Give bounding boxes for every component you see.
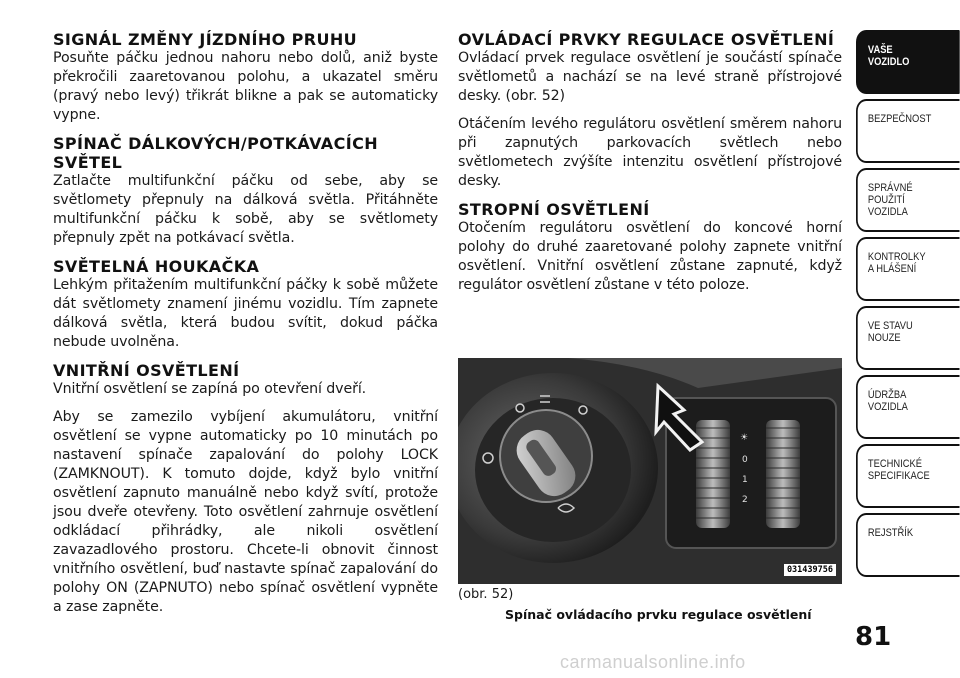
- tab-vase-vozidlo[interactable]: VAŠE VOZIDLO: [856, 30, 960, 94]
- tab-udrzba[interactable]: ÚDRŽBA VOZIDLA: [856, 375, 960, 439]
- page-number: 81: [855, 622, 892, 652]
- section-paragraph: Posuňte páčku jednou nahoru nebo dolů, aniž byste překročili zaaretovanou polohu, a ukazatel směru (pravý nebo levý) třikrát blikne a pak se automaticky vypne.: [53, 50, 438, 123]
- section-paragraph: Zatlačte multifunkční páčku od sebe, aby se světlomety přepnuly na dálková světla. Přitáhněte multifunkční páčku k sobě, aby se světlomety přepnuly zpět na potkávací světla.: [53, 173, 438, 246]
- tab-bezpecnost[interactable]: BEZPEČNOST: [856, 99, 960, 163]
- left-column: [53, 30, 438, 626]
- tab-rejstrik[interactable]: REJSTŘÍK: [856, 513, 960, 577]
- section-heading: SIGNÁL ZMĚNY JÍZDNÍHO PRUHU: [53, 30, 358, 49]
- section-flash-to-pass: [53, 257, 438, 352]
- figure-code: 031439756: [784, 564, 836, 576]
- figure-label: (obr. 52): [458, 587, 514, 602]
- svg-text:1: 1: [742, 475, 748, 485]
- section-heading: STROPNÍ OSVĚTLENÍ: [458, 200, 650, 219]
- svg-text:0: 0: [742, 455, 748, 465]
- headlamp-switch-photo: [458, 358, 842, 584]
- section-paragraph: Lehkým přitažením multifunkční páčky k sobě můžete dát světlomety znamení jinému vozidlu. Tím zapnete dálková světla, která budou svítit, dokud páčka nebude uvolněna.: [53, 277, 438, 350]
- section-paragraph: Vnitřní osvětlení se zapíná po otevření dveří.: [53, 381, 367, 397]
- section-heading: SVĚTELNÁ HOUKAČKA: [53, 257, 260, 276]
- tab-ve-stavu-nouze[interactable]: VE STAVU NOUZE: [856, 306, 960, 370]
- headlamp-switch-illustration: [458, 358, 842, 584]
- section-paragraph: Ovládací prvek regulace osvětlení je součástí spínače světlometů a nachází se na levé straně přístrojové desky. (obr. 52): [458, 50, 842, 104]
- section-lane-change: [53, 30, 438, 125]
- tab-spravne-pouziti[interactable]: SPRÁVNÉ POUŽITÍ VOZIDLA: [856, 168, 960, 232]
- section-heading: OVLÁDACÍ PRVKY REGULACE OSVĚTLENÍ: [458, 30, 835, 49]
- section-dome-light: [458, 200, 842, 295]
- section-paragraph: Otáčením levého regulátoru osvětlení směrem nahoru při zapnutých parkovacích světlech nebo světlometech zvýšíte intenzitu osvětlení přístrojové desky.: [458, 116, 842, 189]
- svg-text:2: 2: [742, 495, 748, 505]
- svg-text:☀: ☀: [740, 433, 749, 443]
- footer-watermark: carmanualsonline.info: [560, 652, 746, 672]
- section-high-low-beam: [53, 134, 438, 248]
- section-heading: SPÍNAČ DÁLKOVÝCH/POTKÁVACÍCH SVĚTEL: [53, 134, 379, 172]
- right-column: [458, 30, 842, 304]
- figure-caption: Spínač ovládacího prvku regulace osvětlení: [505, 607, 812, 622]
- section-interior-lights: [53, 361, 438, 617]
- tab-kontrolky[interactable]: KONTROLKY A HLÁŠENÍ: [856, 237, 960, 301]
- chapter-tabs: [856, 30, 960, 582]
- section-paragraph: Otočením regulátoru osvětlení do koncové horní polohy do druhé zaaretované polohy zapnete vnitřní osvětlení. Vnitřní osvětlení zůstane zapnuté, když regulátor osvětlení zůstane v této poloze.: [458, 220, 842, 293]
- section-paragraph: Aby se zamezilo vybíjení akumulátoru, vnitřní osvětlení se vypne automaticky po 10 minutách po nastavení spínače zapalování do polohy LOCK (ZAMKNOUT). K tomuto dojde, když bylo vnitřní osvětlení zapnuto manuálně nebo když svítí, protože jsou dveře otevřeny. Toto osvětlení zahrnuje osvětlení odkládací přihrádky, ale nikoli osvětlení zavazadlového prostoru. Chcete-li obnovit činnost vnitřního osvětlení, buď nastavte spínač zapalování do polohy ON (ZAPNUTO) nebo spínač osvětlení vypněte a zase zapněte.: [53, 409, 438, 615]
- section-heading: VNITŘNÍ OSVĚTLENÍ: [53, 361, 240, 380]
- section-dimmer-controls: [458, 30, 842, 191]
- tab-technicke-specifikace[interactable]: TECHNICKÉ SPECIFIKACE: [856, 444, 960, 508]
